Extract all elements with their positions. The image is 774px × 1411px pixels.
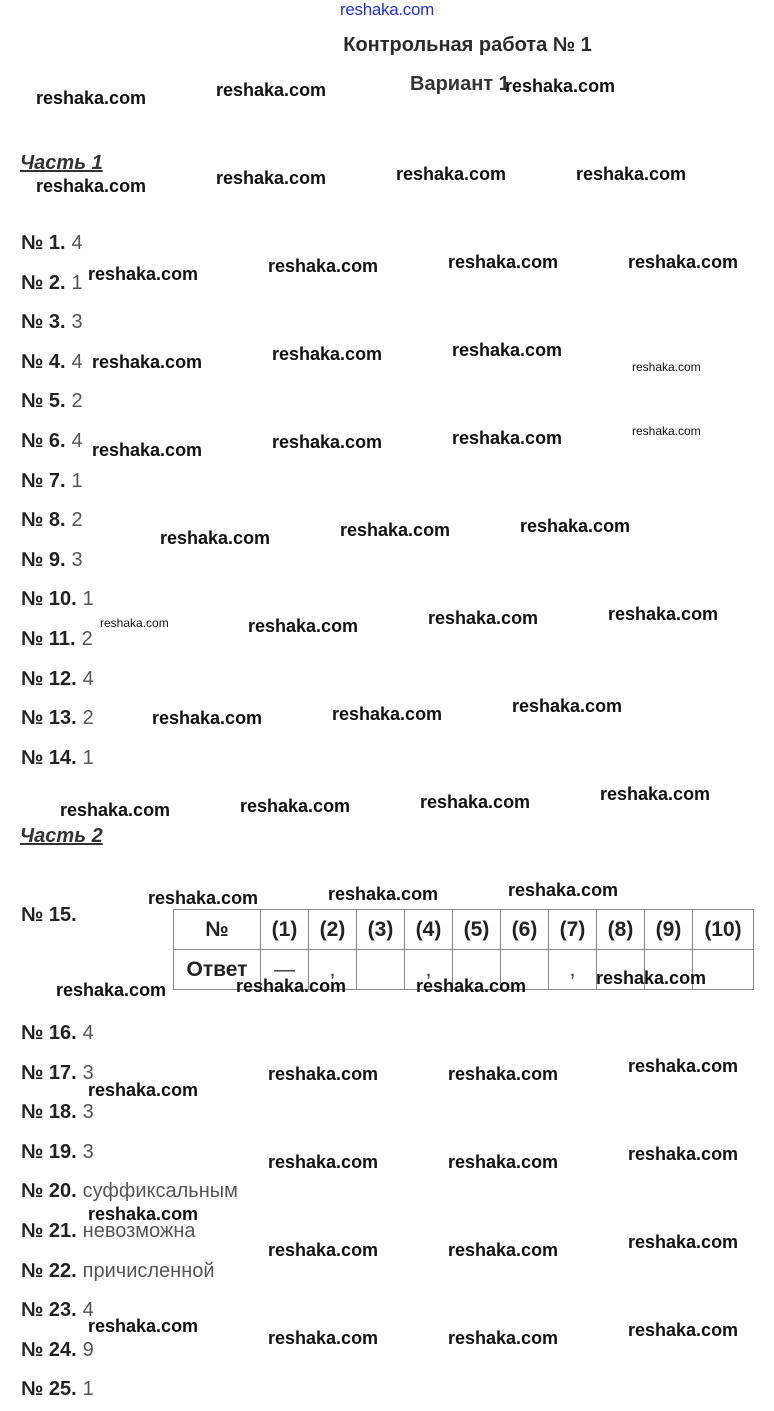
item-answer: 3 <box>71 311 83 334</box>
watermark-text: reshaka.com <box>448 1328 559 1348</box>
watermark-text: reshaka.com <box>452 428 563 448</box>
list-item <box>21 627 93 651</box>
watermark-text: reshaka.com <box>272 432 383 452</box>
column-header: (5) <box>453 910 501 950</box>
watermark-text: reshaka.com <box>160 528 271 548</box>
item-number: № 21. <box>21 1220 77 1242</box>
column-header: (6) <box>501 910 549 950</box>
column-header: (2) <box>309 910 357 950</box>
watermark-text: reshaka.com <box>272 344 383 364</box>
watermark-text: reshaka.com <box>448 252 559 272</box>
watermark-text: reshaka.com <box>628 1056 739 1076</box>
list-item <box>21 1021 94 1045</box>
list-item <box>21 1140 94 1164</box>
item-number: № 14. <box>21 746 77 769</box>
list-item <box>21 667 94 691</box>
column-header: (3) <box>357 910 405 950</box>
watermark-text: reshaka.com <box>328 884 439 904</box>
table-header-row <box>174 910 754 950</box>
column-header: (1) <box>261 910 309 950</box>
list-item <box>21 1100 94 1124</box>
item-answer: суффиксальным <box>82 1180 238 1203</box>
list-item <box>21 271 83 295</box>
watermark-text: reshaka.com <box>332 704 443 724</box>
watermark-text: reshaka.com <box>596 968 707 988</box>
watermark-text: reshaka.com <box>268 256 379 276</box>
column-header: (9) <box>645 910 693 950</box>
item-answer: 4 <box>82 1022 94 1044</box>
watermark-text: reshaka.com <box>508 880 619 900</box>
watermark-text: reshaka.com <box>268 1240 379 1260</box>
watermark-text: reshaka.com <box>608 604 719 624</box>
watermark-text: reshaka.com <box>268 1152 379 1172</box>
item-number: № 6. <box>21 430 66 452</box>
watermark-text: reshaka.com <box>512 696 623 716</box>
list-item <box>21 508 83 532</box>
list-item <box>21 548 83 572</box>
watermark-text: reshaka.com <box>428 608 539 628</box>
item-answer: 9 <box>82 1338 94 1361</box>
item-15 <box>21 903 77 927</box>
watermark-text: reshaka.com <box>628 252 739 272</box>
item-number: № 9. <box>21 548 66 571</box>
item-answer: 3 <box>71 548 83 571</box>
table-row-header: № <box>174 910 261 950</box>
answer-cell <box>357 950 405 990</box>
watermark-text: reshaka.com <box>268 1328 379 1348</box>
answer-cell: , <box>309 950 357 990</box>
item-number: № 4. <box>21 350 66 373</box>
watermark-text: reshaka.com <box>576 164 687 184</box>
item-answer: 3 <box>82 1061 94 1084</box>
item-answer: 4 <box>71 350 83 373</box>
answer-row-header: Ответ <box>174 950 261 990</box>
part2-heading: Часть 2 <box>20 825 103 847</box>
list-item <box>21 1338 94 1362</box>
list-item <box>21 350 83 374</box>
list-item <box>21 1377 94 1401</box>
item-number: № 8. <box>21 509 66 532</box>
item-answer: 1 <box>71 271 83 294</box>
watermark-text: reshaka.com <box>628 1144 739 1164</box>
column-header: (10) <box>693 910 754 950</box>
item-answer: невозможна <box>82 1220 196 1242</box>
answer-cell: — <box>261 950 309 990</box>
item-answer: 4 <box>82 1299 94 1322</box>
watermark-text: reshaka.com <box>448 1240 559 1260</box>
watermark-text: reshaka.com <box>60 800 171 820</box>
watermark-text: reshaka.com <box>248 616 359 636</box>
list-item <box>21 429 83 453</box>
item-answer: 2 <box>71 390 83 413</box>
watermark-text: reshaka.com <box>632 360 701 374</box>
watermark-text: reshaka.com <box>36 176 147 196</box>
list-item <box>21 231 83 255</box>
watermark-text: reshaka.com <box>88 264 199 284</box>
item-number: № 15. <box>21 904 77 926</box>
item-number: № 25. <box>21 1378 77 1401</box>
item-number: № 23. <box>21 1299 77 1322</box>
watermark-text: reshaka.com <box>396 164 507 184</box>
watermark-text: reshaka.com <box>92 440 203 460</box>
item-number: № 2. <box>21 271 66 294</box>
watermark-text: reshaka.com <box>88 1080 199 1100</box>
item-number: № 18. <box>21 1101 77 1124</box>
answer-cell: , <box>549 950 597 990</box>
item-number: № 24. <box>21 1338 77 1361</box>
watermark-text: reshaka.com <box>92 352 203 372</box>
item-number: № 11. <box>21 628 76 650</box>
item-number: № 22. <box>21 1259 77 1282</box>
list-item <box>21 310 83 334</box>
watermark-text: reshaka.com <box>56 980 167 1000</box>
watermark-text: reshaka.com <box>628 1320 739 1340</box>
item-answer: причисленной <box>82 1259 215 1282</box>
watermark-text: reshaka.com <box>448 1152 559 1172</box>
list-item <box>21 706 94 730</box>
watermark-text: reshaka.com <box>505 76 616 96</box>
list-item <box>21 389 83 413</box>
watermark-text: reshaka.com <box>240 796 351 816</box>
list-item <box>21 469 83 493</box>
watermark-text: reshaka.com <box>148 888 259 908</box>
item-number: № 12. <box>21 667 77 690</box>
list-item <box>21 587 94 611</box>
watermark-text: reshaka.com <box>448 1064 559 1084</box>
item-answer: 2 <box>82 707 94 730</box>
watermark-text: reshaka.com <box>632 424 701 438</box>
watermark-text: reshaka.com <box>236 976 347 996</box>
watermark-text: reshaka.com <box>100 616 169 630</box>
list-item <box>21 746 94 770</box>
variant-label: Вариант 1 <box>410 73 510 95</box>
list-item <box>21 1179 238 1203</box>
watermark-text: reshaka.com <box>416 976 527 996</box>
item-number: № 3. <box>21 311 66 334</box>
watermark-text: reshaka.com <box>216 80 327 100</box>
list-item <box>21 1061 94 1085</box>
item-answer: 2 <box>81 628 93 650</box>
site-link[interactable]: reshaka.com <box>339 0 435 19</box>
item-answer: 2 <box>71 509 83 532</box>
watermark-text: reshaka.com <box>452 340 563 360</box>
item-answer: 4 <box>82 667 94 690</box>
item-number: № 19. <box>21 1140 77 1163</box>
part1-heading: Часть 1 <box>20 152 103 174</box>
watermark-text: reshaka.com <box>520 516 631 536</box>
item-answer: 1 <box>71 469 83 492</box>
watermark-text: reshaka.com <box>340 520 451 540</box>
watermark-text: reshaka.com <box>216 168 327 188</box>
watermark-text: reshaka.com <box>88 1204 199 1224</box>
column-header: (4) <box>405 910 453 950</box>
item-answer: 4 <box>71 232 83 254</box>
item-number: № 7. <box>21 469 66 492</box>
list-item <box>21 1259 215 1283</box>
watermark-text: reshaka.com <box>628 1232 739 1252</box>
item-number: № 16. <box>21 1022 77 1044</box>
item-number: № 10. <box>21 588 77 611</box>
list-item <box>21 1298 94 1322</box>
item-number: № 17. <box>21 1061 77 1084</box>
watermark-text: reshaka.com <box>152 708 263 728</box>
column-header: (7) <box>549 910 597 950</box>
watermark-text: reshaka.com <box>36 88 147 108</box>
answer-cell: , <box>405 950 453 990</box>
watermark-text: reshaka.com <box>268 1064 379 1084</box>
item-answer: 1 <box>82 1378 94 1401</box>
item-number: № 1. <box>21 232 66 254</box>
column-header: (8) <box>597 910 645 950</box>
watermark-text: reshaka.com <box>420 792 531 812</box>
item-number: № 13. <box>21 707 77 730</box>
item-number: № 20. <box>21 1180 77 1203</box>
item-number: № 5. <box>21 390 66 413</box>
item-answer: 3 <box>82 1101 94 1124</box>
item-answer: 1 <box>82 746 94 769</box>
item-answer: 4 <box>71 430 83 452</box>
watermark-text: reshaka.com <box>600 784 711 804</box>
item-answer: 1 <box>82 588 94 611</box>
item-answer: 3 <box>82 1140 94 1163</box>
watermark-text: reshaka.com <box>88 1316 199 1336</box>
page-title: Контрольная работа № 1 <box>343 34 592 56</box>
